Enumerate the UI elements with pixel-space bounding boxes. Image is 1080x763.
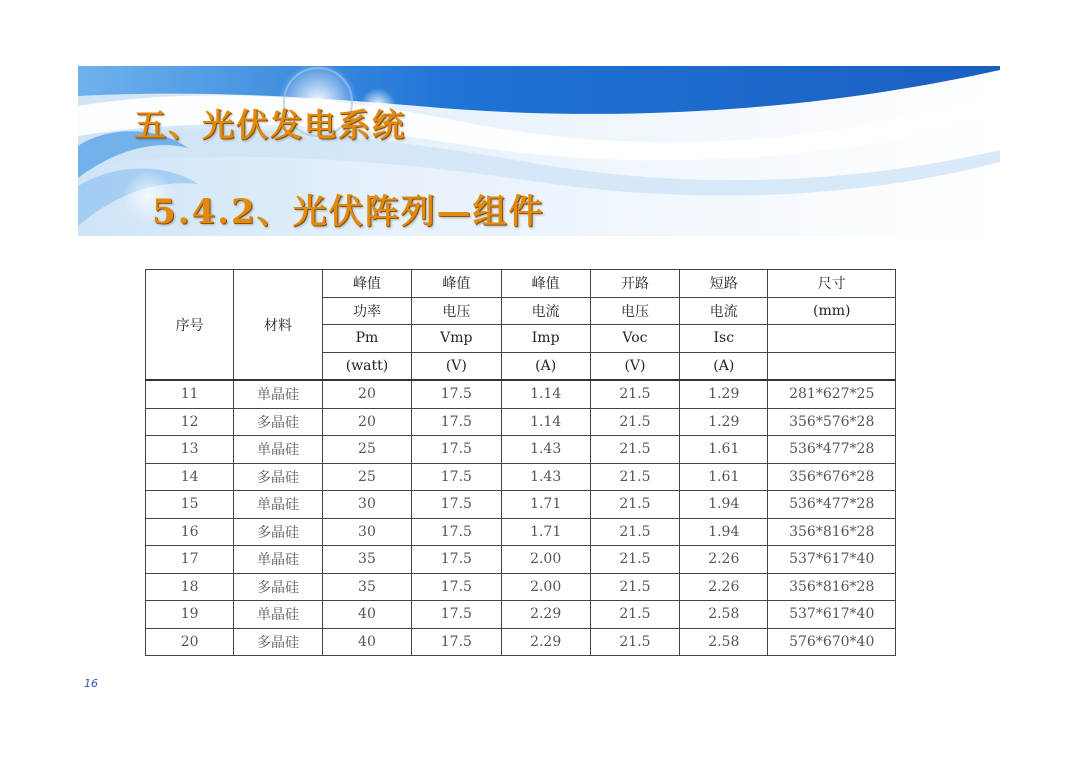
cell-isc: 2.58 xyxy=(680,601,768,629)
table-row xyxy=(146,601,896,629)
cell-isc: 1.29 xyxy=(680,380,768,408)
cell-material: 单晶硅 xyxy=(234,546,322,574)
cell-material: 单晶硅 xyxy=(234,601,322,629)
cell-voc: 21.5 xyxy=(590,436,679,464)
cell-isc: 1.61 xyxy=(680,463,768,491)
header-size-line: 尺寸 xyxy=(768,270,896,298)
header-imp-line: (A) xyxy=(501,352,590,380)
cell-no: 15 xyxy=(146,491,234,519)
cell-material: 多晶硅 xyxy=(234,518,322,546)
cell-size: 537*617*40 xyxy=(768,601,896,629)
header-pm-line: 功率 xyxy=(322,297,411,325)
cell-no: 11 xyxy=(146,380,234,408)
cell-isc: 1.29 xyxy=(680,408,768,436)
cell-voc: 21.5 xyxy=(590,491,679,519)
cell-voc: 21.5 xyxy=(590,380,679,408)
cell-size: 356*816*28 xyxy=(768,518,896,546)
cell-voc: 21.5 xyxy=(590,573,679,601)
table-row xyxy=(146,463,896,491)
page-number: 16 xyxy=(84,677,98,690)
header-isc-line: Isc xyxy=(680,325,768,353)
cell-vmp: 17.5 xyxy=(412,601,501,629)
cell-size: 356*676*28 xyxy=(768,463,896,491)
header-isc-line: 电流 xyxy=(680,297,768,325)
table-row xyxy=(146,573,896,601)
cell-no: 14 xyxy=(146,463,234,491)
header-isc-line: (A) xyxy=(680,352,768,380)
cell-pm: 20 xyxy=(322,408,411,436)
cell-voc: 21.5 xyxy=(590,408,679,436)
header-pm-line: (watt) xyxy=(322,352,411,380)
table-row xyxy=(146,546,896,574)
section-title: 五、光伏发电系统 xyxy=(134,106,407,144)
header-row xyxy=(146,270,896,298)
header-vmp-line: 峰值 xyxy=(412,270,501,298)
cell-vmp: 17.5 xyxy=(412,573,501,601)
cell-imp: 1.14 xyxy=(501,380,590,408)
cell-size: 536*477*28 xyxy=(768,436,896,464)
subsection-title: 5.4.2、光伏阵列—组件 xyxy=(152,192,545,232)
cell-voc: 21.5 xyxy=(590,601,679,629)
header-size-line: (mm) xyxy=(768,297,896,325)
cell-isc: 1.61 xyxy=(680,436,768,464)
cell-imp: 2.00 xyxy=(501,546,590,574)
cell-size: 356*576*28 xyxy=(768,408,896,436)
cell-vmp: 17.5 xyxy=(412,380,501,408)
cell-imp: 1.43 xyxy=(501,463,590,491)
cell-size: 536*477*28 xyxy=(768,491,896,519)
header-voc-line: Voc xyxy=(590,325,679,353)
cell-pm: 30 xyxy=(322,491,411,519)
cell-size: 576*670*40 xyxy=(768,628,896,656)
cell-vmp: 17.5 xyxy=(412,463,501,491)
cell-isc: 2.26 xyxy=(680,546,768,574)
table-row xyxy=(146,436,896,464)
cell-vmp: 17.5 xyxy=(412,408,501,436)
cell-no: 12 xyxy=(146,408,234,436)
header-vmp-line: (V) xyxy=(412,352,501,380)
cell-material: 单晶硅 xyxy=(234,380,322,408)
cell-pm: 35 xyxy=(322,546,411,574)
header-material: 材料 xyxy=(234,270,322,381)
cell-vmp: 17.5 xyxy=(412,518,501,546)
cell-imp: 1.71 xyxy=(501,491,590,519)
header-isc-line: 短路 xyxy=(680,270,768,298)
header-imp-line: 电流 xyxy=(501,297,590,325)
cell-no: 13 xyxy=(146,436,234,464)
table-row xyxy=(146,518,896,546)
cell-pm: 35 xyxy=(322,573,411,601)
cell-isc: 2.26 xyxy=(680,573,768,601)
cell-material: 多晶硅 xyxy=(234,463,322,491)
cell-size: 537*617*40 xyxy=(768,546,896,574)
cell-imp: 1.14 xyxy=(501,408,590,436)
table-row xyxy=(146,491,896,519)
header-voc-line: (V) xyxy=(590,352,679,380)
cell-voc: 21.5 xyxy=(590,628,679,656)
cell-pm: 40 xyxy=(322,601,411,629)
cell-imp: 1.71 xyxy=(501,518,590,546)
table-row xyxy=(146,380,896,408)
header-vmp-line: Vmp xyxy=(412,325,501,353)
table-header xyxy=(146,270,896,381)
header-vmp-line: 电压 xyxy=(412,297,501,325)
cell-vmp: 17.5 xyxy=(412,491,501,519)
cell-vmp: 17.5 xyxy=(412,436,501,464)
cell-isc: 1.94 xyxy=(680,518,768,546)
header-pm-line: Pm xyxy=(322,325,411,353)
cell-pm: 30 xyxy=(322,518,411,546)
cell-size: 356*816*28 xyxy=(768,573,896,601)
pv-module-spec-table xyxy=(145,269,896,656)
cell-material: 单晶硅 xyxy=(234,491,322,519)
cell-material: 多晶硅 xyxy=(234,628,322,656)
cell-pm: 25 xyxy=(322,436,411,464)
header-imp-line: Imp xyxy=(501,325,590,353)
cell-no: 18 xyxy=(146,573,234,601)
cell-isc: 2.58 xyxy=(680,628,768,656)
header-size-empty xyxy=(768,325,896,353)
cell-voc: 21.5 xyxy=(590,518,679,546)
cell-pm: 25 xyxy=(322,463,411,491)
cell-no: 20 xyxy=(146,628,234,656)
cell-isc: 1.94 xyxy=(680,491,768,519)
cell-no: 19 xyxy=(146,601,234,629)
table-body xyxy=(146,380,896,656)
cell-imp: 2.29 xyxy=(501,601,590,629)
header-pm-line: 峰值 xyxy=(322,270,411,298)
cell-imp: 1.43 xyxy=(501,436,590,464)
cell-pm: 40 xyxy=(322,628,411,656)
cell-vmp: 17.5 xyxy=(412,546,501,574)
cell-voc: 21.5 xyxy=(590,463,679,491)
cell-material: 单晶硅 xyxy=(234,436,322,464)
header-imp-line: 峰值 xyxy=(501,270,590,298)
cell-voc: 21.5 xyxy=(590,546,679,574)
cell-imp: 2.29 xyxy=(501,628,590,656)
header-no: 序号 xyxy=(146,270,234,381)
cell-no: 17 xyxy=(146,546,234,574)
cell-vmp: 17.5 xyxy=(412,628,501,656)
cell-imp: 2.00 xyxy=(501,573,590,601)
cell-material: 多晶硅 xyxy=(234,573,322,601)
cell-pm: 20 xyxy=(322,380,411,408)
header-size-empty xyxy=(768,352,896,380)
header-voc-line: 电压 xyxy=(590,297,679,325)
cell-material: 多晶硅 xyxy=(234,408,322,436)
table-row xyxy=(146,408,896,436)
table-row xyxy=(146,628,896,656)
cell-size: 281*627*25 xyxy=(768,380,896,408)
cell-no: 16 xyxy=(146,518,234,546)
header-voc-line: 开路 xyxy=(590,270,679,298)
